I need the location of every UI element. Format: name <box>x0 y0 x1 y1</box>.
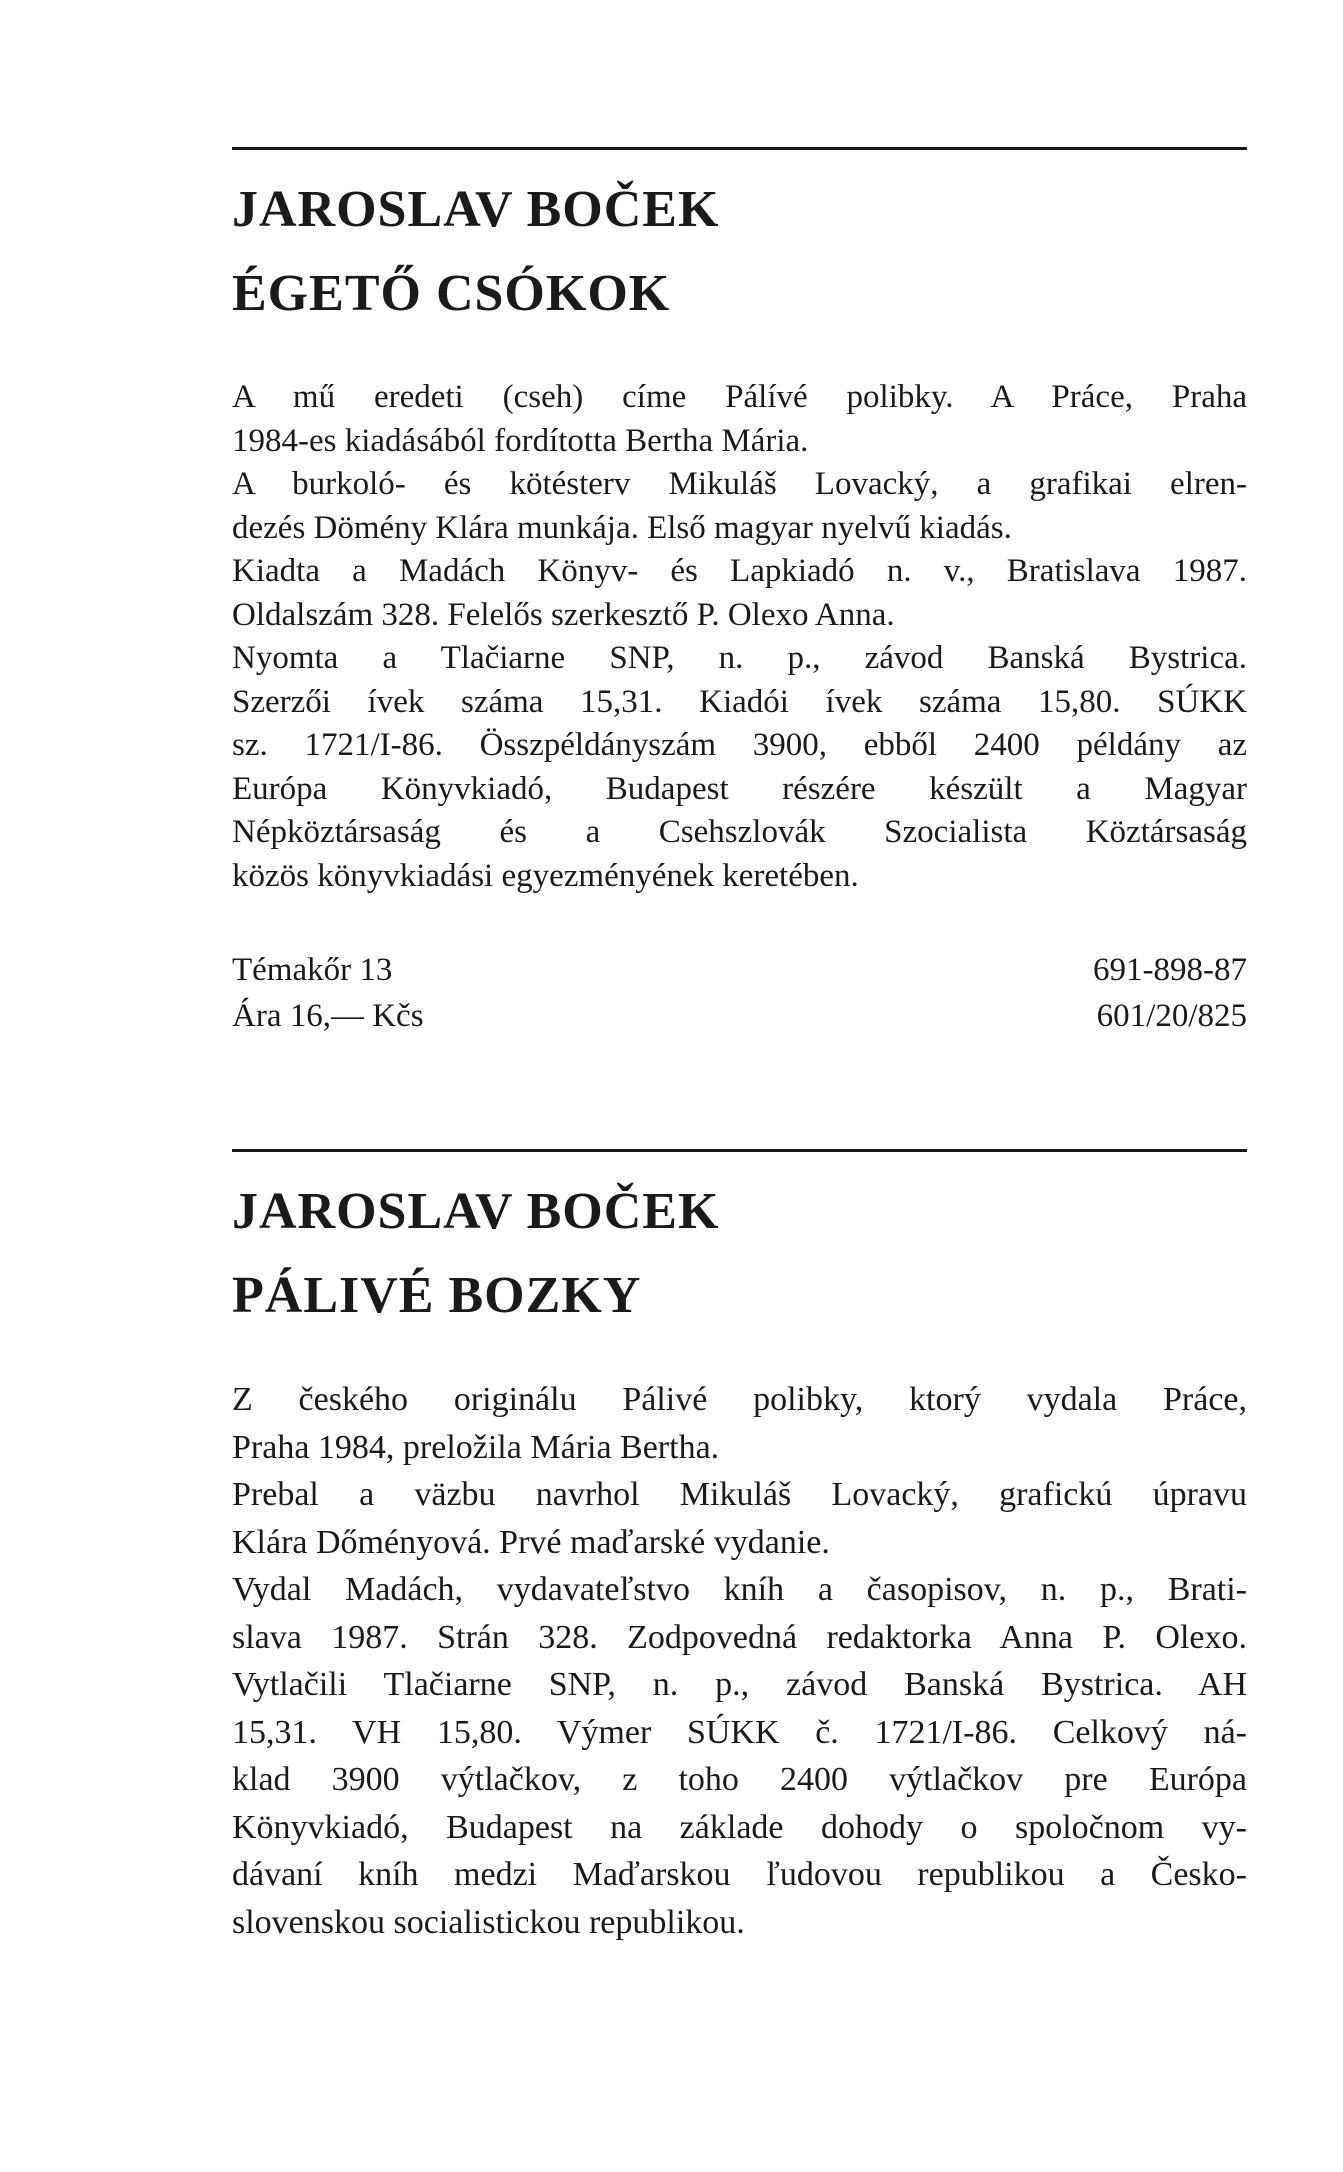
top-rule <box>232 1149 1247 1152</box>
colophon-line: Népköztársaság és a Csehszlovák Szocialista Köztársaság <box>232 814 1247 850</box>
colophon-line: A mű eredeti (cseh) címe Pálívé polibky. A Práce, Praha <box>232 379 1247 415</box>
author-name: JAROSLAV BOČEK <box>232 1183 720 1240</box>
colophon-line: Klára Dőményová. Prvé maďarské vydanie. <box>232 1523 830 1561</box>
colophon-line: sz. 1721/I-86. Összpéldányszám 3900, ebből 2400 példány az <box>232 727 1247 763</box>
price-row <box>232 993 1247 1039</box>
slovak-colophon-section <box>232 1149 1247 1946</box>
price-label: Ára 16,— Kčs <box>232 998 424 1034</box>
colophon-line: Oldalszám 328. Felelős szerkesztő P. Olexo Anna. <box>232 596 895 633</box>
colophon-line: Szerzői ívek száma 15,31. Kiadói ívek száma 15,80. SÚKK <box>232 683 1247 720</box>
subject-label: Témakőr 13 <box>232 952 393 988</box>
colophon-line: dávaní kníh medzi Maďarskou ľudovou republikou a Česko- <box>232 1856 1247 1893</box>
colophon-line: Vytlačili Tlačiarne SNP, n. p., závod Banská Bystrica. AH <box>232 1666 1247 1703</box>
colophon-line: A burkoló- és kötésterv Mikuláš Lovacký, a grafikai elren- <box>232 466 1247 502</box>
colophon-line: slava 1987. Strán 328. Zodpovedná redaktorka Anna P. Olexo. <box>232 1618 1247 1656</box>
book-title: PÁLIVÉ BOZKY <box>232 1267 642 1324</box>
colophon-text <box>232 376 1247 898</box>
colophon-line: 15,31. VH 15,80. Výmer SÚKK č. 1721/I-86. Celkový ná- <box>232 1713 1247 1751</box>
colophon-line: Nyomta a Tlačiarne SNP, n. p., závod Banská Bystrica. <box>232 640 1247 676</box>
colophon-line: slovenskou socialistickou republikou. <box>232 1903 745 1941</box>
subject-row <box>232 947 1247 993</box>
colophon-line: 1984-es kiadásából fordította Bertha Mária. <box>232 422 809 459</box>
hungarian-colophon-section <box>232 147 1247 1034</box>
colophon-line: dezés Dömény Klára munkája. Első magyar nyelvű kiadás. <box>232 509 1012 546</box>
colophon-line: Prebal a väzbu navrhol Mikuláš Lovacký, grafickú úpravu <box>232 1476 1247 1513</box>
colophon-line: Praha 1984, preložila Mária Bertha. <box>232 1428 720 1466</box>
colophon-line: Z českého originálu Pálivé polibky, ktorý vydala Práce, <box>232 1381 1247 1418</box>
colophon-line: Vydal Madách, vydavateľstvo kníh a časopisov, n. p., Brati- <box>232 1571 1247 1608</box>
colophon-line: klad 3900 výtlačkov, z toho 2400 výtlačkov pre Európa <box>232 1761 1247 1798</box>
colophon-text <box>232 1376 1247 1946</box>
book-title: ÉGETŐ CSÓKOK <box>232 265 671 322</box>
colophon-line: Könyvkiadó, Budapest na základe dohody o spoločnom vy- <box>232 1808 1247 1846</box>
catalog-code: 691-898-87 <box>1093 952 1247 988</box>
catalog-code: 601/20/825 <box>1096 998 1247 1034</box>
colophon-line: Európa Könyvkiadó, Budapest részére készült a Magyar <box>232 770 1247 807</box>
colophon-line: Kiadta a Madách Könyv- és Lapkiadó n. v., Bratislava 1987. <box>232 553 1247 589</box>
author-name: JAROSLAV BOČEK <box>232 181 720 238</box>
colophon-line: közös könyvkiadási egyezményének keretében. <box>232 857 859 894</box>
top-rule <box>232 147 1247 150</box>
